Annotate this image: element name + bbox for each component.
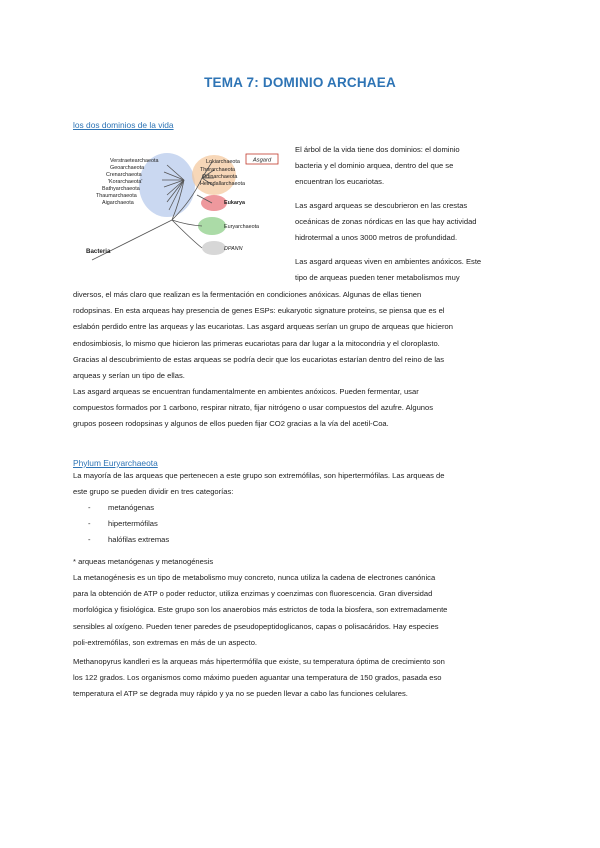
text-line: endosimbiosis, lo mismo que hicieron las primeras eucariotas para dar lugar a la mitocondria y el cloroplasto.	[73, 338, 440, 348]
list-item-label: halófilas extremas	[108, 535, 170, 545]
list-item-label: metanógenas	[108, 503, 155, 512]
label-aigarchaeota: Aigarchaeota	[102, 200, 134, 206]
text-line: eslabón perdido entre las arqueas y las eucariotas. Las asgard arqueas serían un grupo de arqueas que hicieron	[73, 322, 453, 332]
text-line: temperatura el ATP se degrada muy rápido y ya no se pueden llevar a cabo las funciones celulares.	[73, 689, 408, 699]
subheading: * arqueas metanógenas y metanogénesis	[73, 557, 214, 566]
text-line: los 122 grados. Los organismos como máximo pueden aguantar una temperatura de 150 grados, pasada eso	[73, 673, 442, 683]
label-geoarchaeota: Geoarchaeota	[110, 165, 145, 171]
section-link-euryarchaeota[interactable]: Phylum Euryarchaeota	[73, 458, 158, 468]
category-list	[88, 500, 169, 549]
text-line: hidrotermal a unos 3000 metros de profundidad.	[295, 233, 458, 243]
label-thorarchaeota: Thorarchaeota	[200, 167, 236, 173]
text-line: El árbol de la vida tiene dos dominios: el dominio	[295, 145, 460, 154]
paragraph-metanogenesis	[73, 570, 447, 651]
text-line: rodopsinas. En esta arqueas hay presencia de genes ESPs: eukaryotic signature proteins, se piensa que es el	[73, 306, 445, 316]
paragraph-asgard-metabolismo	[73, 384, 433, 433]
text-line: compuestos formados por 1 carbono, respirar nitrato, fijar nitrógeno o usar compuestos del azufre. Algunos	[73, 403, 434, 413]
label-dpann: DPANN	[224, 246, 243, 252]
paragraph-asgard-descubrimiento	[295, 198, 477, 247]
label-korarchaeota: 'Korarchaeota'	[108, 179, 143, 185]
list-item-label: hipertermófilas	[108, 519, 158, 529]
bullet-dash: -	[88, 503, 91, 512]
label-thaumarchaeota: Thaumarchaeota	[96, 193, 137, 199]
bullet-dash: -	[88, 535, 91, 545]
label-verstraetearchaeota: Verstraetearchaeota	[110, 158, 159, 164]
label-asgard: Asgard	[252, 157, 272, 164]
text-line: diversos, el más claro que realizan es la fermentación en condiciones anóxicas. Algunas de ellas tienen	[73, 290, 422, 299]
paragraph-eury-intro	[73, 468, 444, 500]
dpann-blob	[202, 241, 226, 255]
euryarchaeota-blob	[198, 217, 226, 235]
label-odinarchaeota: Odinarchaeota	[202, 174, 238, 180]
text-line: bacteria y el dominio arquea, dentro del que se	[295, 161, 454, 171]
text-line: morfológica y fisiológica. Este grupo son los anaerobios más estrictos de toda la biosfera, son extremadamente	[73, 605, 448, 615]
text-line: para la obtención de ATP o poder reductor, utiliza enzimas y coenzimas con fluorescencia. Gran diversidad	[73, 589, 433, 599]
list-item	[88, 532, 169, 548]
label-crenarchaeota: Crenarchaeota	[106, 172, 142, 178]
text-line: Las asgard arqueas se encuentran fundamentalmente en ambientes anóxicos. Pueden fermentar, usar	[73, 387, 419, 396]
text-line: La metanogénesis es un tipo de metabolismo muy concreto, nunca utiliza la cadena de electrones canónica	[73, 573, 436, 582]
text-line: La mayoría de las arqueas que pertenecen a este grupo son extremófilas, son hipertermófilas. Las arqueas de	[73, 471, 445, 480]
bullet-dash: -	[88, 519, 91, 529]
label-lokiarchaeota: Lokiarchaeota	[206, 159, 240, 165]
text-line: Las asgard arqueas viven en ambientes anóxicos. Este	[295, 257, 482, 266]
text-line: poli-extremófilas, son extremas en más de un aspecto.	[73, 637, 258, 647]
text-line: este grupo se pueden dividir en tres categorías:	[73, 487, 234, 497]
text-line: sensibles al oxígeno. Pueden tener paredes de pseudopeptidoglicanos, capas o polisacáridos. Hay especies	[73, 621, 439, 631]
page-title: TEMA 7: DOMINIO ARCHAEA	[204, 75, 396, 90]
label-eukarya: Eukarya	[224, 200, 245, 206]
paragraph-arbol	[295, 142, 460, 191]
section-link-dominios[interactable]: los dos dominios de la vida	[73, 120, 174, 130]
paragraph-asgard-ambientes-cont	[73, 287, 453, 384]
text-line: encuentran los eucariotas.	[295, 177, 385, 187]
text-line: tipo de arqueas pueden tener metabolismos muy	[295, 273, 460, 283]
label-bacteria: Bacteria	[86, 248, 111, 255]
text-line: grupos poseen rodopsinas y algunos de ellos pueden fijar CO2 gracias a la vía del acetil-Coa.	[73, 419, 389, 429]
text-line: oceánicas de zonas nórdicas en las que hay actividad	[295, 217, 477, 227]
heading-metanogenas	[73, 554, 213, 570]
text-line: Las asgard arqueas se descubrieron en las crestas	[295, 201, 468, 210]
text-line: Gracias al descubrimiento de estas arqueas se podría decir que los eucariotas estarían dentro del reino de las	[73, 354, 445, 364]
paragraph-asgard-ambientes-start	[295, 254, 481, 286]
list-item	[88, 516, 169, 532]
label-heimdallarchaeota: Heimdallarchaeota	[200, 181, 245, 187]
label-euryarchaeota: Euryarchaeota	[224, 224, 260, 230]
text-line: arqueas y serían un tipo de ellas.	[73, 371, 185, 381]
label-bathyarchaeota: Bathyarchaeota	[102, 186, 140, 192]
list-item	[88, 500, 169, 516]
text-line: Methanopyrus kandleri es la arqueas más hipertermófila que existe, su temperatura óptima de crecimiento son	[73, 657, 445, 666]
paragraph-methanopyrus	[73, 654, 445, 703]
tree-of-life-figure	[72, 140, 282, 265]
